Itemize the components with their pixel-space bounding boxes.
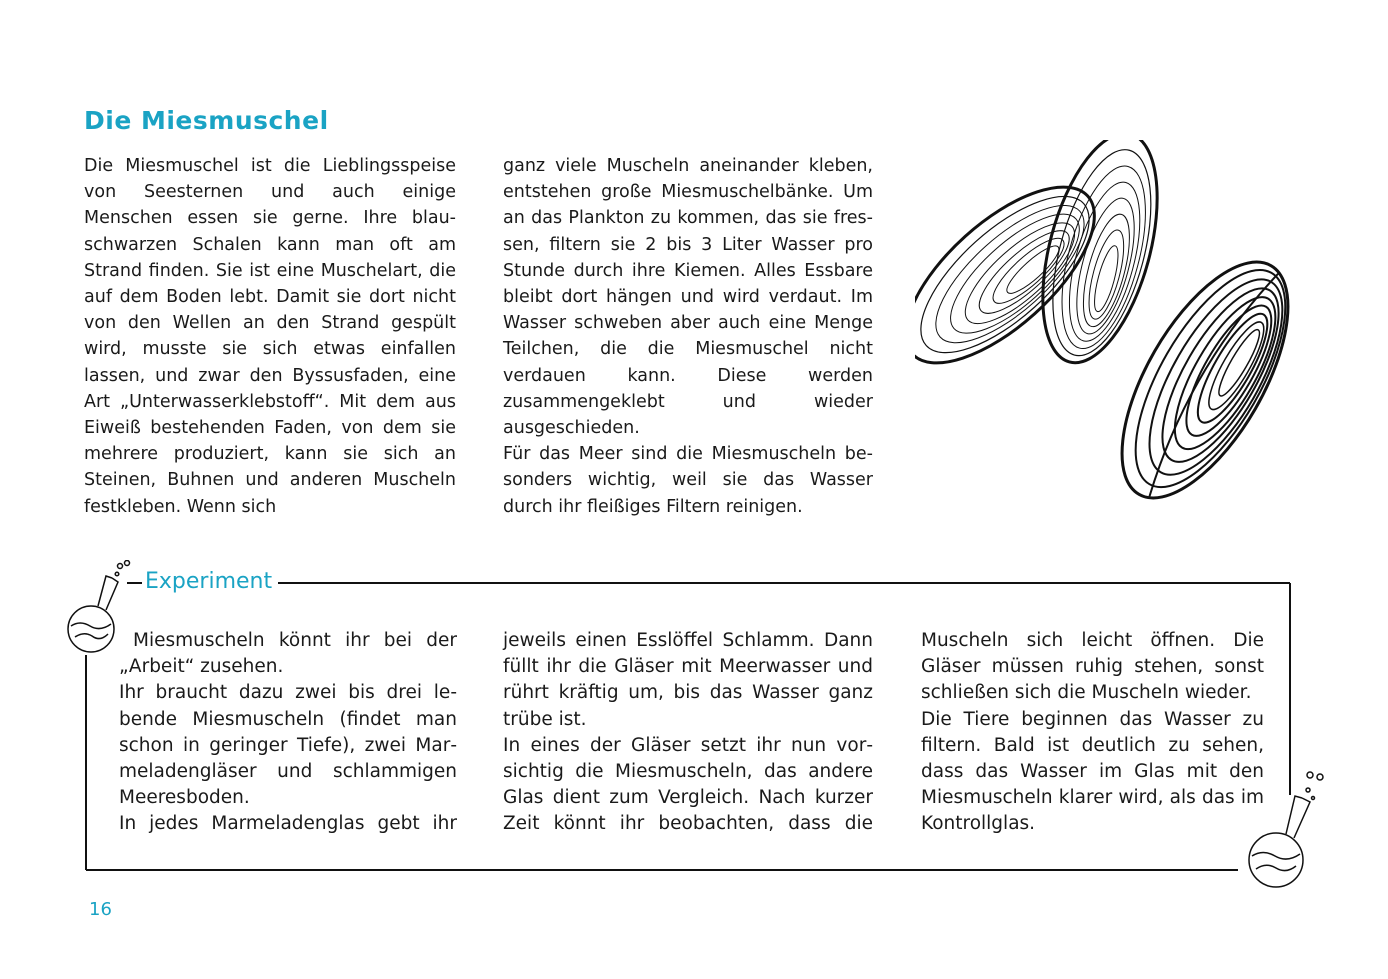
article-paragraph: Die Miesmuschel ist die Lieblingsspeise von Seesternen und auch einige Menschen essen sie gerne. Ihre blau-schwarzen Schalen kann man oft am Strand finden. Sie ist eine Muschelart, die auf dem Boden lebt. Damit sie dort nicht von den Wellen an den Strand gespült wird, musste sie sich etwas einfallen lassen, und zwar den Byssusfaden, eine Art „Unterwasserklebstoff“. Mit dem aus Eiweiß bestehenden Faden, von dem sie mehrere produziert, kann sie sich an Steinen, Buhnen und anderen Muscheln festkleben. Wenn sich (84, 156, 456, 517)
experiment-heading: Experiment (145, 569, 273, 594)
experiment-paragraph: In eines der Gläser setzt ihr nun vorsichtig die Miesmuscheln, das andere Glas dient zum Vergleich. Nach kurzer Zeit könnt ihr beobachten, dass die (503, 734, 873, 835)
experiment-paragraph: Miesmuscheln könnt ihr bei der „Arbeit“ zusehen. (119, 630, 457, 678)
experiment-paragraph: In jedes Marmeladenglas gebt ihr (119, 813, 457, 835)
experiment-paragraph: Muscheln sich leicht öffnen. Die Gläser müssen ruhig stehen, sonst schließen sich die Muscheln wieder. (921, 630, 1264, 704)
experiment-column-3 (921, 628, 1264, 838)
page-number: 16 (89, 899, 112, 920)
experiment-column-1 (119, 628, 457, 838)
experiment-paragraph: Die Tiere beginnen das Wasser zu filtern. Bald ist deutlich zu sehen, dass das Wasser im Glas mit den Miesmuscheln klarer wird, als das im Kontrollglas. (921, 708, 1264, 835)
article-title: Die Miesmuschel (84, 106, 329, 135)
experiment-paragraph: jeweils einen Esslöffel Schlamm. Dann füllt ihr die Gläser mit Meerwasser und rührt kräftig um, bis das Wasser ganz trübe ist. (503, 630, 873, 730)
experiment-column-2 (503, 628, 873, 838)
article-paragraph: ganz viele Muscheln aneinander kleben, entstehen große Miesmuschelbänke. Um an das Plankton zu kommen, das sie fressen, filtern sie 2 bis 3 Liter Wasser pro Stunde durch ihre Kiemen. Alles Essbare bleibt dort hängen und wird verdaut. Im Wasser schweben aber auch eine Menge Teilchen, die die Miesmuschel nicht verdauen kann. Diese werden zusammengeklebt und wieder ausgeschieden. (503, 156, 873, 439)
experiment-paragraph: Ihr braucht dazu zwei bis drei lebende Miesmuscheln (findet man schon in geringer Tiefe), zwei Marmeladengläser und schlammigen Meeresboden. (119, 682, 457, 809)
article-paragraph: Für das Meer sind die Miesmuscheln besonders wichtig, weil sie das Wasser durch ihr fleißiges Filtern reinigen. (503, 444, 873, 517)
